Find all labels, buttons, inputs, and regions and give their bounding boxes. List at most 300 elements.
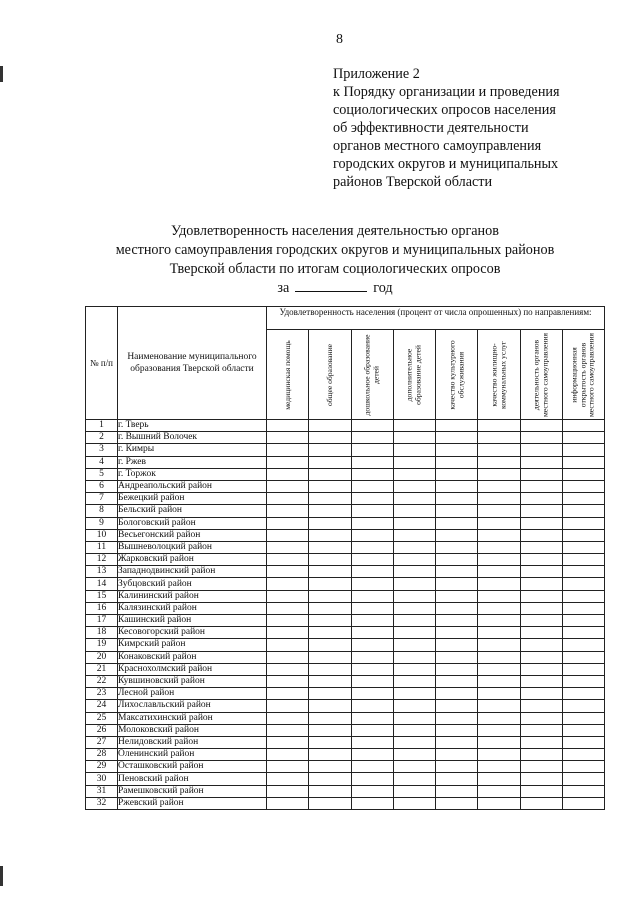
value-cell [267, 639, 309, 651]
row-number: 30 [86, 773, 118, 785]
title-line: Удовлетворенность населения деятельностью органов [171, 223, 499, 239]
value-cell [351, 529, 393, 541]
value-cell [562, 456, 604, 468]
row-number: 17 [86, 615, 118, 627]
value-cell [478, 590, 520, 602]
value-cell [562, 675, 604, 687]
value-cell [393, 761, 435, 773]
municipality-name: Калининский район [118, 590, 267, 602]
value-cell [562, 541, 604, 553]
value-cell [351, 505, 393, 517]
value-cell [436, 554, 478, 566]
table-body [86, 420, 605, 810]
row-number: 26 [86, 724, 118, 736]
value-cell [520, 627, 562, 639]
row-number: 29 [86, 761, 118, 773]
value-cell [520, 773, 562, 785]
value-cell [267, 456, 309, 468]
value-cell [351, 517, 393, 529]
value-cell [562, 785, 604, 797]
value-cell [562, 663, 604, 675]
table-row [86, 456, 605, 468]
row-number: 5 [86, 468, 118, 480]
value-cell [351, 590, 393, 602]
value-cell [309, 724, 351, 736]
value-cell [478, 505, 520, 517]
municipality-name: Рамешковский район [118, 785, 267, 797]
value-cell [436, 578, 478, 590]
appendix-line: об эффективности деятельности [333, 120, 529, 136]
value-cell [520, 493, 562, 505]
value-cell [478, 468, 520, 480]
table-row [86, 627, 605, 639]
value-cell [562, 700, 604, 712]
value-cell [562, 444, 604, 456]
value-cell [562, 554, 604, 566]
value-cell [393, 468, 435, 480]
value-cell [478, 493, 520, 505]
value-cell [436, 456, 478, 468]
value-cell [562, 468, 604, 480]
value-cell [562, 615, 604, 627]
col-header-label: дополнительное образование детей [404, 344, 423, 405]
table-header-row [86, 307, 605, 330]
value-cell [436, 529, 478, 541]
value-cell [351, 785, 393, 797]
value-cell [351, 688, 393, 700]
value-cell [562, 797, 604, 809]
row-number: 32 [86, 797, 118, 809]
value-cell [267, 493, 309, 505]
row-number: 2 [86, 432, 118, 444]
col-header-3 [351, 330, 393, 420]
value-cell [351, 578, 393, 590]
value-cell [478, 420, 520, 432]
col-header-6 [478, 330, 520, 420]
table-row [86, 639, 605, 651]
value-cell [309, 420, 351, 432]
value-cell [393, 602, 435, 614]
value-cell [436, 505, 478, 517]
value-cell [267, 761, 309, 773]
col-header-label: информационная открытость органов местного самоуправления [569, 332, 596, 417]
municipality-name: Лесной район [118, 688, 267, 700]
value-cell [393, 675, 435, 687]
value-cell [351, 797, 393, 809]
municipality-name: Нелидовский район [118, 736, 267, 748]
row-number: 3 [86, 444, 118, 456]
title-line: Тверской области по итогам социологических опросов [169, 261, 501, 277]
col-header-label: деятельность органов местного самоуправления [531, 332, 550, 417]
municipality-name: Максатихинский район [118, 712, 267, 724]
value-cell [309, 797, 351, 809]
value-cell [393, 541, 435, 553]
value-cell [393, 724, 435, 736]
document-title [60, 222, 610, 298]
value-cell [309, 529, 351, 541]
value-cell [393, 505, 435, 517]
value-cell [351, 773, 393, 785]
value-cell [436, 761, 478, 773]
value-cell [267, 529, 309, 541]
table-row [86, 602, 605, 614]
title-line: местного самоуправления городских округов и муниципальных районов [115, 242, 555, 258]
table-row [86, 590, 605, 602]
appendix-line: Приложение 2 [333, 66, 420, 82]
table-row [86, 773, 605, 785]
value-cell [351, 480, 393, 492]
col-header-8 [562, 330, 604, 420]
municipality-name: Кувшиновский район [118, 675, 267, 687]
value-cell [478, 627, 520, 639]
table-row [86, 420, 605, 432]
value-cell [478, 761, 520, 773]
col-header-1 [267, 330, 309, 420]
value-cell [562, 590, 604, 602]
value-cell [267, 627, 309, 639]
table-row [86, 554, 605, 566]
col-header-label: медицинская помощь [282, 339, 292, 410]
value-cell [309, 749, 351, 761]
value-cell [267, 749, 309, 761]
row-number: 31 [86, 785, 118, 797]
value-cell [309, 468, 351, 480]
table-row [86, 700, 605, 712]
value-cell [309, 505, 351, 517]
value-cell [562, 602, 604, 614]
value-cell [520, 602, 562, 614]
municipality-name: Бологовский район [118, 517, 267, 529]
value-cell [478, 615, 520, 627]
value-cell [267, 566, 309, 578]
value-cell [562, 736, 604, 748]
table-row [86, 615, 605, 627]
value-cell [309, 456, 351, 468]
value-cell [562, 761, 604, 773]
row-number: 7 [86, 493, 118, 505]
value-cell [267, 444, 309, 456]
value-cell [309, 541, 351, 553]
value-cell [520, 420, 562, 432]
value-cell [436, 615, 478, 627]
municipality-name: Ржевский район [118, 797, 267, 809]
table-row [86, 566, 605, 578]
municipality-name: Оленинский район [118, 749, 267, 761]
value-cell [520, 724, 562, 736]
value-cell [393, 590, 435, 602]
row-number: 11 [86, 541, 118, 553]
value-cell [309, 688, 351, 700]
value-cell [393, 663, 435, 675]
period-blank [295, 279, 367, 292]
value-cell [562, 517, 604, 529]
table-row [86, 493, 605, 505]
value-cell [351, 554, 393, 566]
table-row [86, 712, 605, 724]
value-cell [562, 639, 604, 651]
municipality-name: Калязинский район [118, 602, 267, 614]
value-cell [478, 517, 520, 529]
value-cell [478, 688, 520, 700]
value-cell [478, 724, 520, 736]
value-cell [478, 700, 520, 712]
value-cell [436, 651, 478, 663]
municipality-name: Жарковский район [118, 554, 267, 566]
value-cell [478, 639, 520, 651]
value-cell [351, 432, 393, 444]
value-cell [351, 615, 393, 627]
value-cell [520, 566, 562, 578]
table-row [86, 663, 605, 675]
value-cell [562, 712, 604, 724]
value-cell [520, 554, 562, 566]
value-cell [520, 444, 562, 456]
value-cell [562, 578, 604, 590]
value-cell [436, 420, 478, 432]
table-row [86, 468, 605, 480]
value-cell [267, 675, 309, 687]
municipality-name: Весьегонский район [118, 529, 267, 541]
municipality-name: Конаковский район [118, 651, 267, 663]
table-row [86, 444, 605, 456]
value-cell [478, 602, 520, 614]
value-cell [478, 456, 520, 468]
table-row [86, 749, 605, 761]
value-cell [309, 444, 351, 456]
value-cell [520, 456, 562, 468]
value-cell [520, 529, 562, 541]
value-cell [436, 773, 478, 785]
col-header-label: качество культурного обслуживания [447, 339, 465, 410]
value-cell [393, 700, 435, 712]
row-number: 28 [86, 749, 118, 761]
municipality-name: г. Ржев [118, 456, 267, 468]
row-number: 27 [86, 736, 118, 748]
value-cell [267, 663, 309, 675]
value-cell [393, 566, 435, 578]
municipality-name: г. Торжок [118, 468, 267, 480]
value-cell [267, 541, 309, 553]
value-cell [351, 724, 393, 736]
value-cell [309, 651, 351, 663]
value-cell [520, 615, 562, 627]
appendix-line: районов Тверской области [333, 174, 493, 190]
col-name-header: Наименование муниципального образования Тверской области [118, 307, 267, 420]
title-period-line [60, 279, 610, 298]
municipality-name: Пеновский район [118, 773, 267, 785]
value-cell [436, 675, 478, 687]
value-cell [309, 712, 351, 724]
satisfaction-table [85, 306, 605, 810]
value-cell [520, 700, 562, 712]
row-number: 13 [86, 566, 118, 578]
value-cell [393, 420, 435, 432]
table-row [86, 785, 605, 797]
value-cell [562, 432, 604, 444]
value-cell [478, 651, 520, 663]
appendix-line: социологических опросов населения [333, 102, 556, 118]
municipality-name: Лихославльский район [118, 700, 267, 712]
value-cell [436, 749, 478, 761]
value-cell [436, 566, 478, 578]
value-cell [267, 724, 309, 736]
value-cell [351, 566, 393, 578]
value-cell [393, 627, 435, 639]
value-cell [309, 493, 351, 505]
row-number: 4 [86, 456, 118, 468]
table-row [86, 480, 605, 492]
scan-edge-mark-bottom [0, 866, 3, 886]
value-cell [267, 700, 309, 712]
municipality-name: Бежецкий район [118, 493, 267, 505]
table-row [86, 797, 605, 809]
value-cell [520, 688, 562, 700]
page-number: 8 [336, 32, 343, 47]
value-cell [393, 432, 435, 444]
value-cell [436, 688, 478, 700]
col-header-2 [309, 330, 351, 420]
table-row [86, 651, 605, 663]
value-cell [478, 578, 520, 590]
value-cell [351, 541, 393, 553]
value-cell [309, 590, 351, 602]
value-cell [351, 700, 393, 712]
value-cell [267, 420, 309, 432]
value-cell [436, 797, 478, 809]
row-number: 16 [86, 602, 118, 614]
value-cell [478, 749, 520, 761]
value-cell [309, 615, 351, 627]
value-cell [478, 529, 520, 541]
value-cell [351, 420, 393, 432]
value-cell [393, 736, 435, 748]
value-cell [351, 736, 393, 748]
value-cell [267, 578, 309, 590]
row-number: 25 [86, 712, 118, 724]
value-cell [520, 541, 562, 553]
row-number: 24 [86, 700, 118, 712]
appendix-line: городских округов и муниципальных [333, 156, 559, 172]
value-cell [562, 688, 604, 700]
value-cell [351, 663, 393, 675]
value-cell [478, 554, 520, 566]
value-cell [393, 785, 435, 797]
value-cell [309, 566, 351, 578]
value-cell [478, 444, 520, 456]
value-cell [520, 590, 562, 602]
municipality-name: Молоковский район [118, 724, 267, 736]
value-cell [436, 712, 478, 724]
table-row [86, 688, 605, 700]
value-cell [393, 456, 435, 468]
value-cell [520, 468, 562, 480]
value-cell [436, 736, 478, 748]
value-cell [393, 493, 435, 505]
value-cell [478, 480, 520, 492]
row-number: 18 [86, 627, 118, 639]
row-number: 9 [86, 517, 118, 529]
value-cell [436, 663, 478, 675]
row-number: 15 [86, 590, 118, 602]
scan-edge-mark-top [0, 66, 3, 82]
value-cell [351, 639, 393, 651]
value-cell [267, 505, 309, 517]
value-cell [562, 420, 604, 432]
value-cell [309, 736, 351, 748]
value-cell [520, 651, 562, 663]
value-cell [393, 480, 435, 492]
value-cell [267, 785, 309, 797]
value-cell [393, 615, 435, 627]
value-cell [309, 700, 351, 712]
value-cell [267, 554, 309, 566]
value-cell [436, 590, 478, 602]
value-cell [393, 797, 435, 809]
row-number: 21 [86, 663, 118, 675]
municipality-name: Кашинский район [118, 615, 267, 627]
value-cell [520, 517, 562, 529]
col-header-4 [393, 330, 435, 420]
value-cell [478, 773, 520, 785]
value-cell [351, 651, 393, 663]
value-cell [478, 675, 520, 687]
value-cell [267, 615, 309, 627]
value-cell [478, 432, 520, 444]
value-cell [478, 566, 520, 578]
value-cell [478, 541, 520, 553]
municipality-name: Кимрский район [118, 639, 267, 651]
value-cell [351, 712, 393, 724]
value-cell [520, 736, 562, 748]
value-cell [267, 773, 309, 785]
value-cell [351, 493, 393, 505]
value-cell [478, 785, 520, 797]
value-cell [562, 505, 604, 517]
value-cell [309, 517, 351, 529]
row-number: 20 [86, 651, 118, 663]
municipality-name: Западнодвинский район [118, 566, 267, 578]
table-row [86, 761, 605, 773]
table-row [86, 724, 605, 736]
value-cell [309, 639, 351, 651]
value-cell [436, 627, 478, 639]
value-cell [309, 785, 351, 797]
row-number: 23 [86, 688, 118, 700]
value-cell [478, 663, 520, 675]
table-row [86, 675, 605, 687]
value-cell [520, 505, 562, 517]
row-number: 12 [86, 554, 118, 566]
value-cell [436, 639, 478, 651]
value-cell [520, 761, 562, 773]
municipality-name: Андреапольский район [118, 480, 267, 492]
value-cell [351, 627, 393, 639]
table-row [86, 529, 605, 541]
value-cell [351, 675, 393, 687]
value-cell [562, 749, 604, 761]
municipality-name: Бельский район [118, 505, 267, 517]
value-cell [478, 797, 520, 809]
row-number: 6 [86, 480, 118, 492]
value-cell [520, 578, 562, 590]
value-cell [393, 529, 435, 541]
value-cell [436, 432, 478, 444]
value-cell [393, 749, 435, 761]
value-cell [309, 627, 351, 639]
col-header-label: дошкольное образование детей [362, 334, 381, 415]
value-cell [309, 602, 351, 614]
value-cell [520, 797, 562, 809]
